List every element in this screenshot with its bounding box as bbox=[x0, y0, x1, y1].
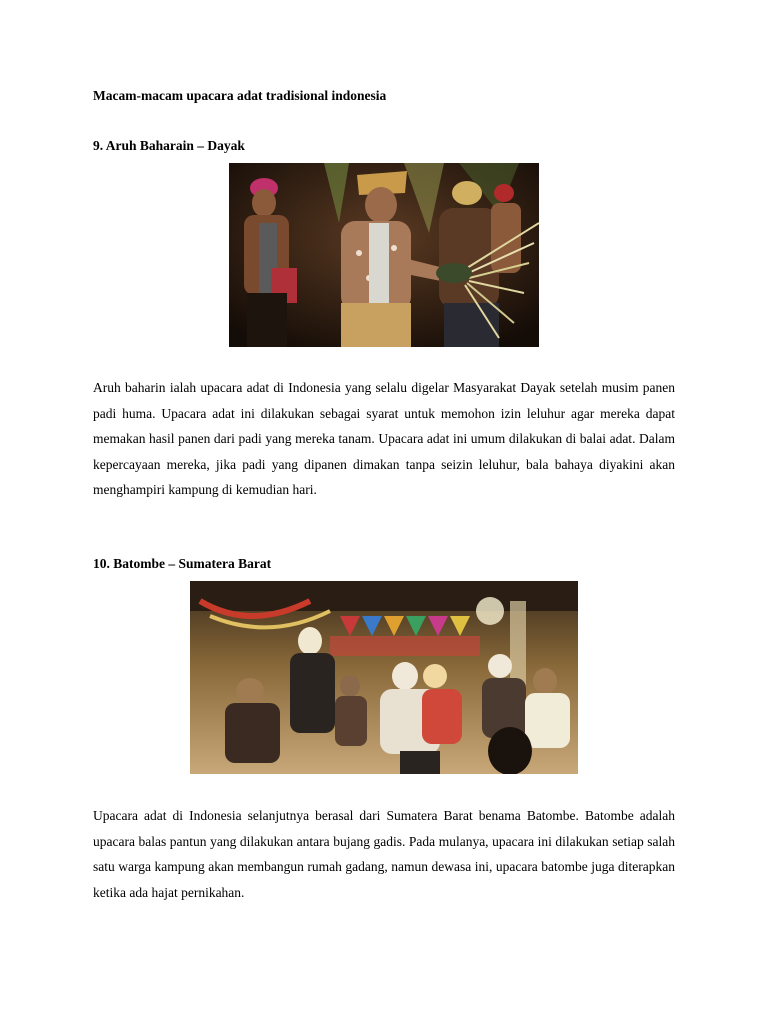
section-paragraph-aruh-baharain: Aruh baharin ialah upacara adat di Indonesia yang selalu digelar Masyarakat Dayak setelah musim panen padi huma. Upacara adat ini dilakukan sebagai syarat untuk memohon izin leluhur agar mereka dapat memakan hasil panen dari padi yang mereka tanam. Upacara adat ini umum dilakukan di balai adat. Dalam kepercayaan mereka, jika padi yang dipanen dimakan tanpa seizin leluhur, bala bahaya diyakini akan menghampiri kampung di kemudian hari. bbox=[93, 380, 675, 498]
section-heading-aruh-baharain: 9. Aruh Baharain – Dayak bbox=[93, 138, 245, 153]
photo-aruh-baharain-ceremony bbox=[229, 163, 539, 347]
photo-batombe-illustration bbox=[190, 581, 578, 774]
section-paragraph-batombe: Upacara adat di Indonesia selanjutnya berasal dari Sumatera Barat benama Batombe. Batombe adalah upacara balas pantun yang dilakukan antara bujang gadis. Pada mulanya, upacara ini dilakukan setiap salah satu warga kampung akan membangun rumah gadang, namun dewasa ini, upacara batombe juga diterapkan ketika ada hajat pernikahan. bbox=[93, 808, 675, 900]
photo-batombe-ceremony bbox=[190, 581, 578, 774]
section-heading-batombe: 10. Batombe – Sumatera Barat bbox=[93, 556, 272, 571]
document-title: Macam-macam upacara adat tradisional indonesia bbox=[93, 88, 387, 103]
photo-aruh-baharain-illustration bbox=[229, 163, 539, 347]
